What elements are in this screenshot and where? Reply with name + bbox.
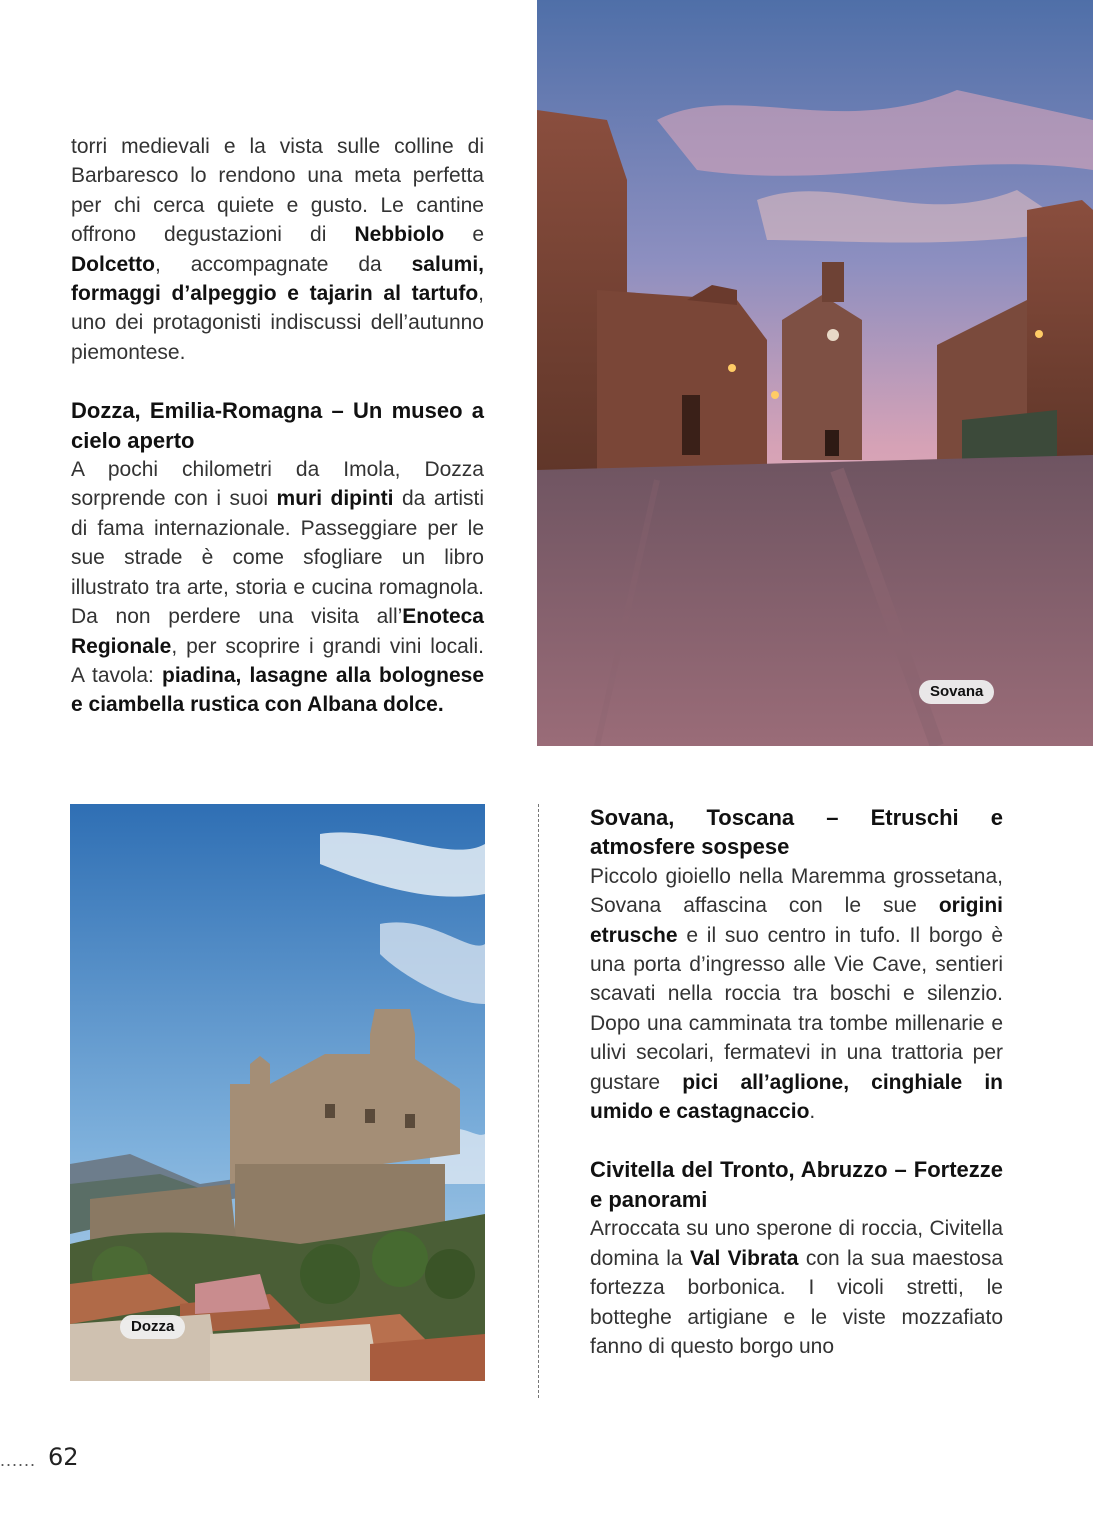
sovana-section-title: Sovana, Toscana – Etruschi e atmosfere sospese [590,805,1003,860]
dozza-photo [70,804,485,1381]
bold-text-run: Val Vibrata [689,1246,799,1270]
sovana-photo [537,0,1093,746]
sovana-piazza-image [537,0,1093,746]
bold-text-run: muri dipinti [276,487,394,511]
text-run: , accompagnate da [155,252,412,276]
dozza-castle-image [70,804,485,1381]
text-run: A pochi chilometri da Imola, Dozza sorprende con i suoi [71,458,484,511]
text-run: Piccolo gioiello nella Maremma grossetana, Sovana affascina con le sue [590,864,1003,918]
bold-text-run: Dolcetto [71,252,155,276]
text-run: torri medievali e la vista sulle colline di Barbaresco lo rendono una meta perfetta per chi cerca quiete e gusto. Le cantine offrono degustazioni di [71,135,484,247]
dozza-photo-caption: Dozza [120,1315,185,1339]
text-run: con la sua maestosa fortezza borbonica. I vicoli stretti, le botteghe artigiane e le viste mozzafiato fanno di questo borgo uno [590,1246,1003,1358]
text-run: , uno dei protagonisti indiscussi dell’autunno piemontese. [71,282,484,364]
dozza-section-body [71,455,484,720]
text-run: , per scoprire i grandi vini locali. A tavola: [71,634,484,687]
bold-text-run: origini etrusche [590,894,1003,947]
text-run: e [444,223,484,247]
civitella-section-body [590,1214,1003,1361]
text-column-right [590,803,1003,1361]
bold-text-run: Nebbiolo [354,223,445,247]
intro-paragraph [71,132,484,367]
civitella-section-title: Civitella del Tronto, Abruzzo – Fortezze e panorami [590,1157,1003,1212]
bold-text-run: piadina, lasagne alla bolognese e ciambella rustica con Albana dolce. [71,663,485,717]
sovana-section-body [590,862,1003,1127]
column-divider [538,804,539,1398]
text-run: e il suo centro in tufo. Il borgo è una porta d’ingresso alle Vie Cave, sentieri scavati nella roccia tra boschi e silenzio. Dopo una camminata tra tombe millenarie e ulivi secolari, fermatevi in una trattoria per gustare [590,923,1003,1094]
text-run: . [809,1100,816,1124]
text-run: Arroccata su uno sperone di roccia, Civitella domina la [590,1217,1003,1270]
dozza-section-title: Dozza, Emilia-Romagna – Un museo a cielo aperto [71,398,484,453]
footer-dots: ...... [0,1450,37,1470]
sovana-photo-caption: Sovana [919,680,994,704]
text-run: da artisti di fama internazionale. Passeggiare per le sue strade è come sfogliare un libro illustrato tra arte, storia e cucina romagnola. Da non perdere una visita all’ [71,487,484,629]
bold-text-run: pici all’aglione, cinghiale in umido e castagnaccio [590,1070,1003,1124]
page-number: 62 [48,1443,79,1471]
text-column-left [71,132,484,720]
bold-text-run: Enoteca Regionale [71,605,484,658]
bold-text-run: salumi, formaggi d’alpeggio e tajarin al tartufo [71,252,484,306]
